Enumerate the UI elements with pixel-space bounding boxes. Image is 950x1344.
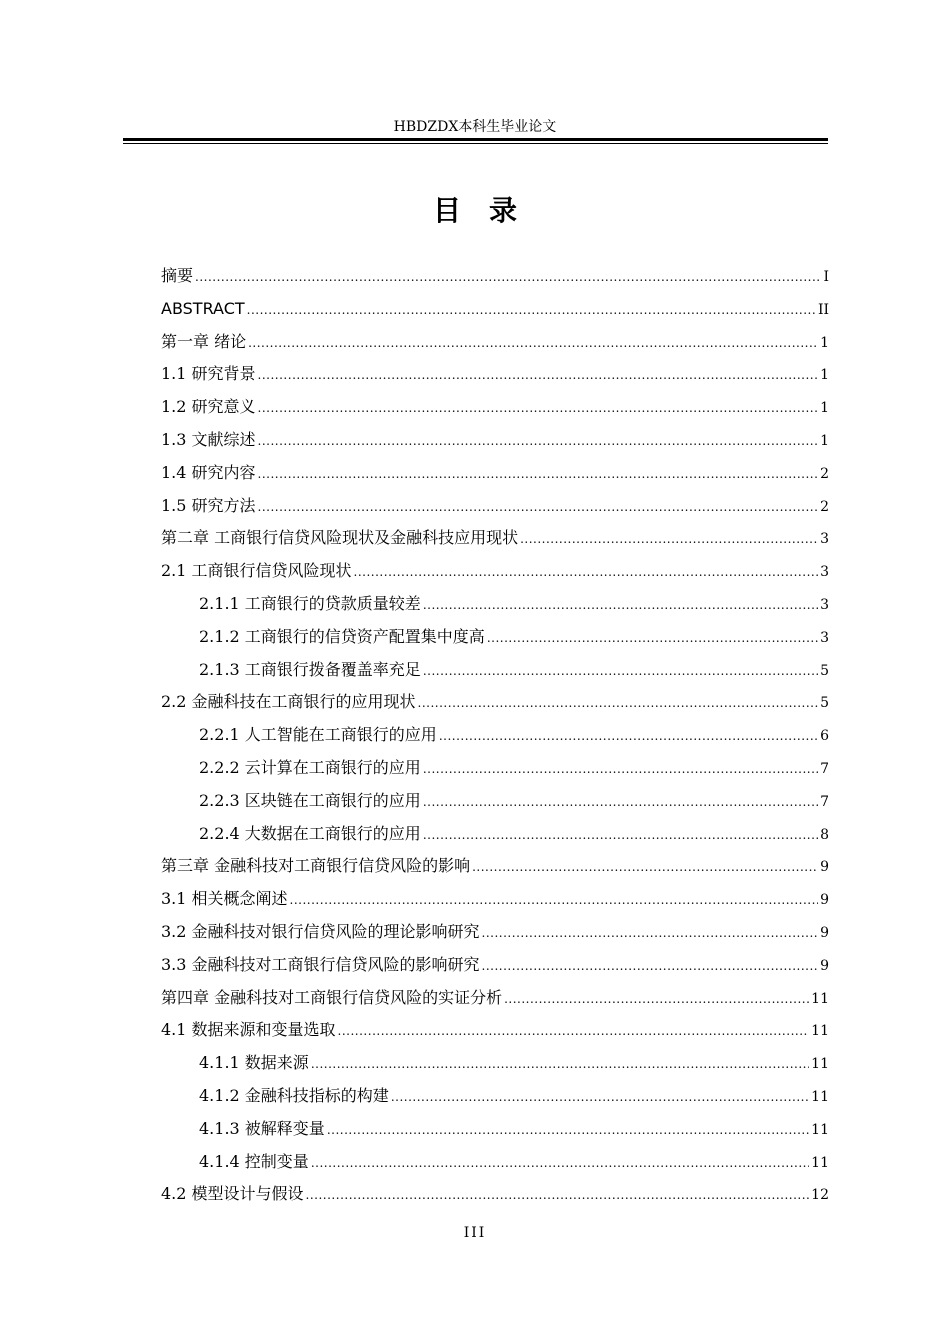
toc-entry-label: 4.2 模型设计与假设 [161,1184,304,1204]
toc-entry[interactable] [161,490,829,523]
toc-leader-dots [258,458,819,491]
toc-entry-label: 3.3 金融科技对工商银行信贷风险的影响研究 [161,954,480,974]
toc-leader-dots [290,884,819,917]
toc-leader-dots [439,720,818,753]
toc-entry[interactable] [161,1113,829,1146]
toc-entry-page: 11 [811,990,829,1007]
toc-entry-label: 1.3 文献综述 [161,429,256,449]
toc-entry-label: 4.1.2 金融科技指标的构建 [199,1085,389,1105]
toc-entry[interactable] [161,457,829,490]
toc-entry-page: 3 [820,564,829,581]
toc-leader-dots [338,1015,810,1048]
toc-entry[interactable] [161,686,829,719]
toc-entry[interactable] [161,293,829,326]
toc-leader-dots [311,1048,809,1081]
toc-entry-page: 6 [820,728,829,745]
toc-entry-label: 第三章 金融科技对工商银行信贷风险的影响 [161,856,471,876]
toc-leader-dots [391,1081,809,1114]
page-number: III [463,1225,487,1241]
toc-entry[interactable] [161,982,829,1015]
toc-leader-dots [423,786,818,819]
toc-leader-dots [423,655,818,688]
toc-entry-page: 2 [820,465,829,482]
toc-entry[interactable] [161,1178,829,1211]
toc-leader-dots [482,917,819,950]
toc-entry-label: 2.1 工商银行信贷风险现状 [161,561,352,581]
toc-entry-page: II [817,301,829,318]
toc-entry-page: 9 [820,957,829,974]
toc-leader-dots [423,589,818,622]
toc-entry[interactable] [161,1047,829,1080]
toc-entry-page: I [823,269,829,285]
toc-leader-dots [195,261,821,294]
toc-entry[interactable] [161,1014,829,1047]
toc-entry-label: 2.1.1 工商银行的贷款质量较差 [199,593,421,613]
toc-entry-page: 7 [820,793,829,810]
toc-entry-page: 9 [820,859,829,876]
toc-entry-page: 3 [820,629,829,646]
toc-entry-label: 4.1.3 被解释变量 [199,1118,325,1138]
toc-entry[interactable] [161,621,829,654]
toc-entry[interactable] [161,522,829,555]
header-rule-thick [123,138,828,141]
toc-leader-dots [311,1147,809,1180]
toc-entry-page: 7 [820,760,829,777]
toc-entry-label: 摘要 [161,266,194,285]
toc-leader-dots [504,983,809,1016]
table-of-contents [161,260,829,1211]
toc-entry-label: 2.1.3 工商银行拨备覆盖率充足 [199,659,421,679]
toc-leader-dots [258,359,819,392]
toc-entry[interactable] [161,1146,829,1179]
toc-entry-label: 2.1.2 工商银行的信贷资产配置集中度高 [199,626,485,646]
toc-entry[interactable] [161,326,829,359]
toc-leader-dots [306,1179,810,1212]
toc-entry[interactable] [161,752,829,785]
toc-entry-page: 5 [820,662,829,679]
toc-entry-label: 3.2 金融科技对银行信贷风险的理论影响研究 [161,921,480,941]
toc-entry-label: 3.1 相关概念阐述 [161,889,288,909]
toc-entry-label: 4.1.1 数据来源 [199,1053,309,1073]
toc-entry-label: 2.2.2 云计算在工商银行的应用 [199,757,421,777]
toc-entry-page: 11 [811,1121,829,1138]
toc-entry[interactable] [161,391,829,424]
toc-entry[interactable] [161,555,829,588]
toc-entry-label: 1.4 研究内容 [161,462,256,482]
header-rule-thin [123,143,828,144]
toc-entry[interactable] [161,719,829,752]
toc-entry-label: 1.1 研究背景 [161,364,256,384]
toc-leader-dots [258,392,819,425]
toc-entry[interactable] [161,818,829,851]
toc-leader-dots [418,687,819,720]
toc-entry[interactable] [161,260,829,293]
toc-leader-dots [520,523,818,556]
toc-leader-dots [354,556,819,589]
toc-leader-dots [487,622,818,655]
toc-entry-page: 3 [820,596,829,613]
toc-entry-page: 1 [820,432,829,449]
toc-entry[interactable] [161,785,829,818]
toc-entry[interactable] [161,916,829,949]
toc-entry-label: 2.2.3 区块链在工商银行的应用 [199,790,421,810]
toc-leader-dots [247,294,816,327]
toc-entry[interactable] [161,588,829,621]
toc-leader-dots [423,819,818,852]
toc-entry[interactable] [161,358,829,391]
toc-entry-page: 2 [820,498,829,515]
toc-leader-dots [248,327,818,360]
toc-leader-dots [423,753,818,786]
toc-entry-page: 11 [811,1056,829,1073]
toc-entry-page: 11 [811,1088,829,1105]
toc-entry[interactable] [161,949,829,982]
toc-entry-page: 3 [820,531,829,548]
toc-entry-page: 9 [820,892,829,909]
toc-entry-page: 11 [811,1154,829,1171]
toc-entry-page: 1 [820,367,829,384]
toc-entry-page: 8 [820,826,829,843]
toc-entry-page: 11 [811,1023,829,1040]
toc-entry-label: 2.2.1 人工智能在工商银行的应用 [199,725,437,745]
toc-entry-label: 第一章 绪论 [161,331,247,351]
toc-entry-label: 4.1.4 控制变量 [199,1151,309,1171]
toc-leader-dots [327,1114,809,1147]
toc-entry-page: 12 [811,1187,829,1204]
toc-entry[interactable] [161,850,829,883]
toc-entry[interactable] [161,424,829,457]
toc-entry-label: 1.5 研究方法 [161,495,256,515]
toc-entry[interactable] [161,883,829,916]
toc-entry[interactable] [161,654,829,687]
toc-entry-page: 9 [820,924,829,941]
toc-entry-page: 5 [820,695,829,712]
toc-entry-page: 1 [820,334,829,351]
page-title: 目 录 [432,194,517,227]
toc-entry-label: 第四章 金融科技对工商银行信贷风险的实证分析 [161,987,503,1007]
toc-leader-dots [258,491,819,524]
toc-entry-label: 2.2.4 大数据在工商银行的应用 [199,823,421,843]
toc-entry-page: 1 [820,400,829,417]
toc-entry-label: 4.1 数据来源和变量选取 [161,1020,336,1040]
toc-entry-label: ABSTRACT [161,298,245,318]
toc-leader-dots [482,950,819,983]
toc-leader-dots [472,851,818,884]
toc-entry-label: 1.2 研究意义 [161,397,256,417]
toc-entry-label: 第二章 工商银行信贷风险现状及金融科技应用现状 [161,528,519,548]
toc-leader-dots [258,425,819,458]
toc-entry-label: 2.2 金融科技在工商银行的应用现状 [161,692,416,712]
toc-entry[interactable] [161,1080,829,1113]
running-header: HBDZDX本科生毕业论文 [393,119,557,135]
